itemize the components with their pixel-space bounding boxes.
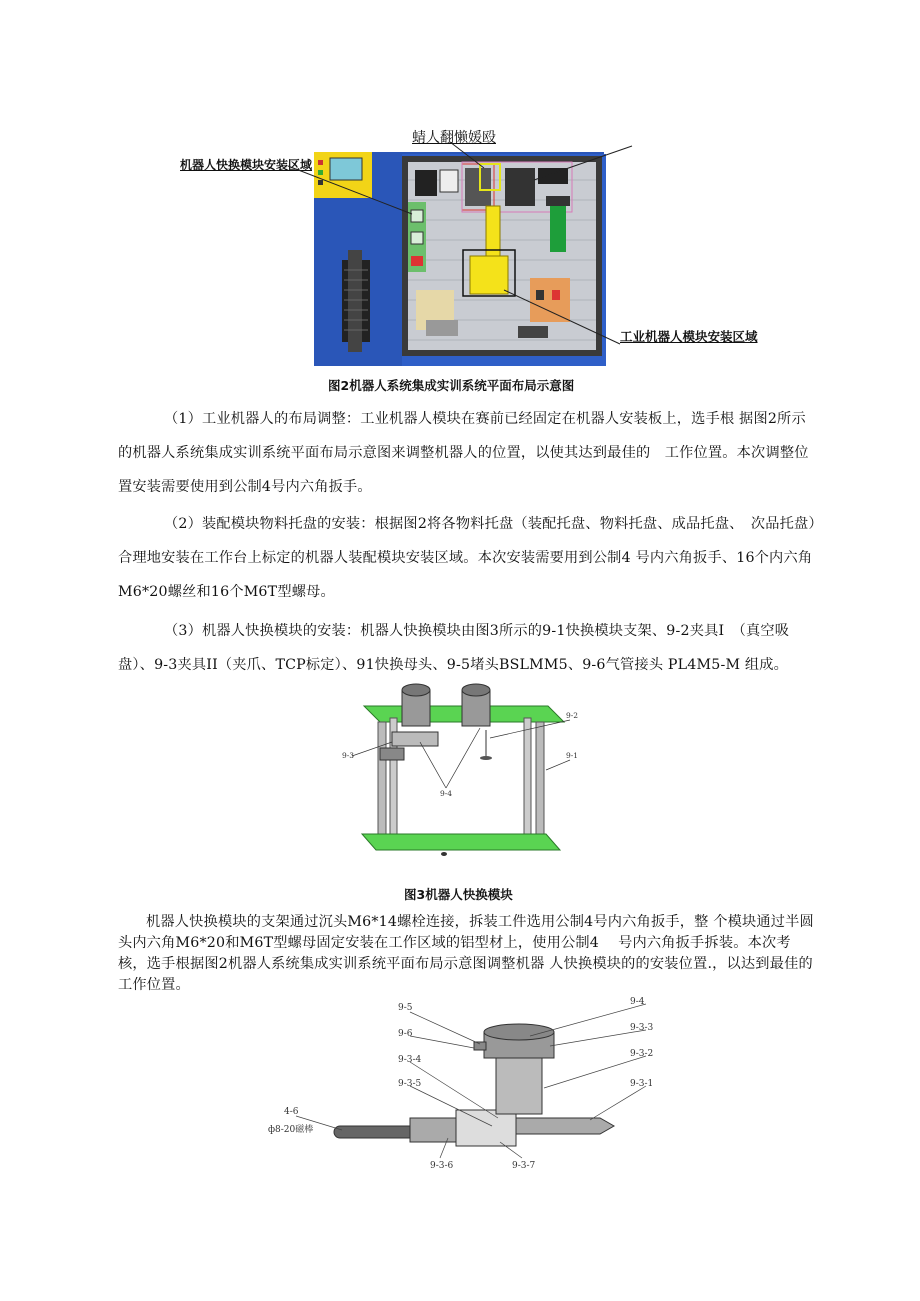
figure4-drawing bbox=[260, 992, 680, 1172]
figure3-caption: 图3机器人快换模块 bbox=[404, 887, 513, 902]
figure4-label-9-5: 9-5 bbox=[398, 1003, 413, 1013]
paragraph-robot-layout: （1）工业机器人的布局调整：工业机器人模块在赛前已经固定在机器人安装板上，选手根 据图2所示的机器人系统集成实训系统平面布局示意图来调整机器人的位置，以使其达到最佳的 工作位置。本次调整位置安装需要使用到公制4号内六角扳手。 bbox=[118, 411, 809, 495]
figure4-label-9-3-3: 9-3-3 bbox=[630, 1023, 654, 1033]
figure2-label-right: 工业机器人模块安装区域 bbox=[620, 329, 758, 344]
figure4-label-9-3-2: 9-3-2 bbox=[630, 1049, 654, 1059]
figure2-label-left: 机器人快换模块安装区域 bbox=[180, 158, 313, 172]
figure4-label-9-3-4: 9-3-4 bbox=[398, 1055, 422, 1065]
figure4-label-9-4: 9-4 bbox=[630, 997, 645, 1007]
paragraph-tray-install: （2）装配模块物料托盘的安装：根据图2将各物料托盘（装配托盘、物料托盘、成品托盘、 次品托盘）合理地安装在工作台上标定的机器人装配模块安装区域。本次安装需要用到公制4 号内六角扳手、16个内六角M6*20螺丝和16个M6T型螺母。 bbox=[118, 516, 816, 600]
figure2-caption: 图2机器人系统集成实训系统平面布局示意图 bbox=[328, 378, 575, 393]
figure4-label-9-3-6: 9-3-6 bbox=[430, 1161, 454, 1171]
figure4-label-4-6: 4-6 bbox=[284, 1107, 299, 1117]
figure4-label-9-3-1: 9-3-1 bbox=[630, 1079, 654, 1089]
paragraph-quickchange-install: （3）机器人快换模块的安装：机器人快换模块由图3所示的9-1快换模块支架、9-2夹具I （真空吸盘）、9-3夹具II（夹爪、TCP标定）、91快换母头、9-5堵头BSLMM5、9-6气管接头 PL4M5-M 组成。 bbox=[118, 623, 790, 673]
figure3-label-9-4: 9-4 bbox=[440, 789, 453, 798]
figure3-drawing bbox=[340, 682, 590, 862]
figure4-label-magnet-rod: ф8-20磁棒 bbox=[268, 1125, 314, 1135]
figure2-label-top: 蜻人翻懒媛殴 bbox=[412, 130, 496, 146]
paragraph-quickchange-mount: 机器人快换模块的支架通过沉头M6*14螺栓连接，拆装工件选用公制4号内六角扳手，整 个模块通过半圆头内六角M6*20和M6T型螺母固定安装在工作区域的铝型材上，使用公制4 号内六角扳手拆装。本次考核，选手根据图2机器人系统集成实训系统平面布局示意图调整机器 人快换模块的的安装位置.，以达到最佳的工作位置。 bbox=[118, 914, 814, 993]
figure2-layout-drawing bbox=[180, 140, 640, 372]
figure3-label-9-2: 9-2 bbox=[566, 711, 579, 720]
figure4-label-9-3-7: 9-3-7 bbox=[512, 1161, 536, 1171]
figure3-label-9-1: 9-1 bbox=[566, 751, 579, 760]
figure4-label-9-3-5: 9-3-5 bbox=[398, 1079, 422, 1089]
figure4-label-9-6: 9-6 bbox=[398, 1029, 413, 1039]
figure3-label-9-3: 9-3 bbox=[342, 751, 355, 760]
